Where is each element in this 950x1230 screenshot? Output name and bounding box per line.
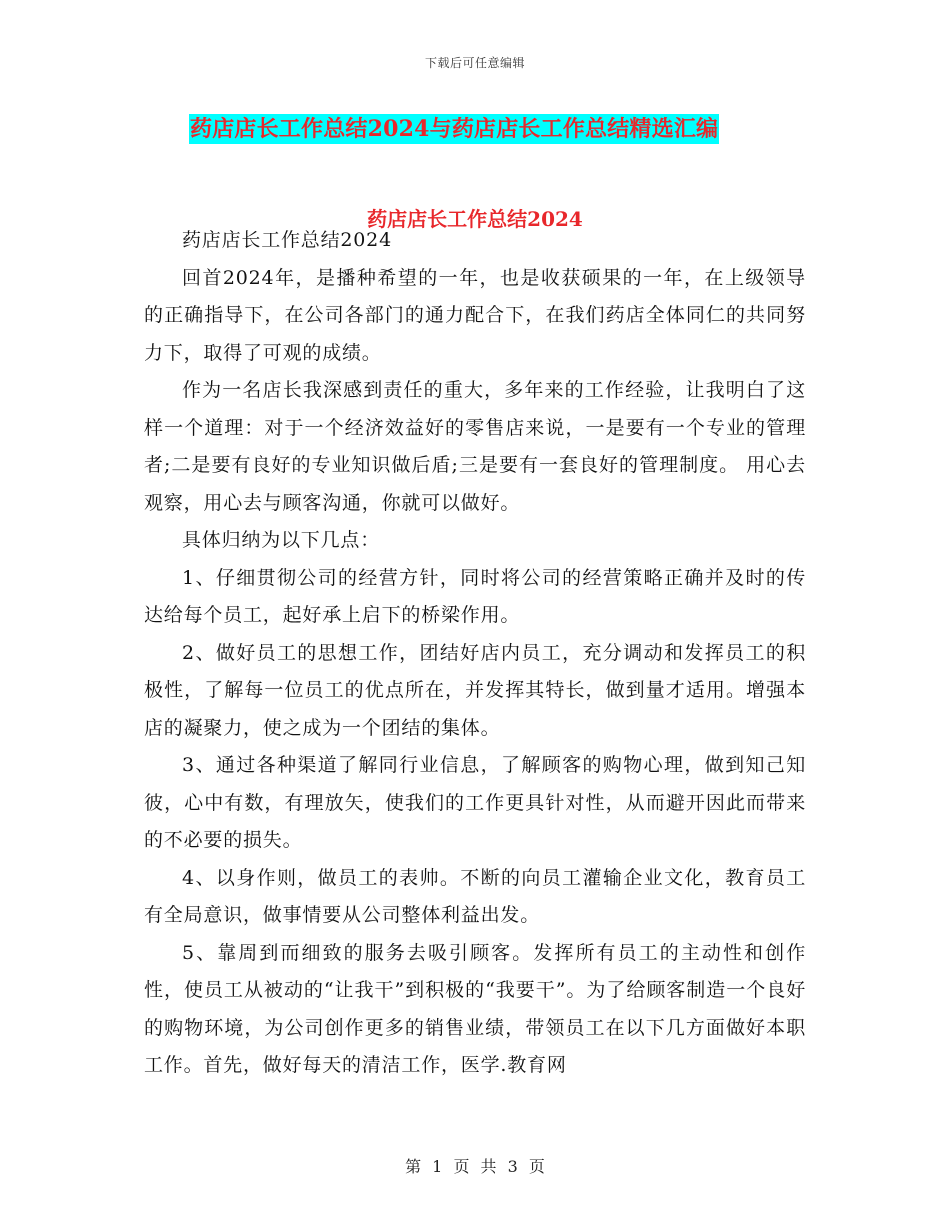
list-item-3: 3、通过各种渠道了解同行业信息，了解顾客的购物心理，做到知己知彼，心中有数，有理放矢，使我们的工作更具针对性，从而避开因此而带来的不必要的损失。 (144, 754, 806, 851)
list-item-5: 5、靠周到而细致的服务去吸引顾客。发挥所有员工的主动性和创作性，使员工从被动的“让我干”到积极的“我要干”。为了给顾客制造一个良好的购物环境，为公司创作更多的销售业绩，带领员工在以下几方面做好本职工作。首先，做好每天的清洁工作，医学.教育网 (144, 941, 806, 1076)
list-item-2: 2、做好员工的思想工作，团结好店内员工，充分调动和发挥员工的积极性，了解每一位员工的优点所在，并发挥其特长，做到量才适用。增强本店的凝聚力，使之成为一个团结的集体。 (144, 641, 806, 739)
paragraph: 回首2024年，是播种希望的一年，也是收获硕果的一年，在上级领导的正确指导下，在公司各部门的通力配合下，在我们药店全体同仁的共同努力下，取得了可观的成绩。 (144, 266, 806, 364)
page-footer: 第 1 页 共 3 页 (405, 1157, 545, 1176)
paragraph: 具体归纳为以下几点： (182, 529, 381, 551)
body-text (144, 222, 806, 1085)
header-note: 下载后可任意编辑 (424, 56, 525, 70)
list-item-1: 1、仔细贯彻公司的经营方针，同时将公司的经营策略正确并及时的传达给每个员工，起好承上启下的桥梁作用。 (144, 566, 806, 626)
main-title: 药店店长工作总结2024与药店店长工作总结精选汇编 (190, 116, 719, 142)
paragraph: 作为一名店长我深感到责任的重大，多年来的工作经验，让我明白了这样一个道理：对于一个经济效益好的零售店来说，一是要有一个专业的管理者;二是要有良好的专业知识做后盾;三是要有一套良好的管理制度。 用心去观察，用心去与顾客沟通，你就可以做好。 (144, 379, 806, 514)
paragraph-heading: 药店店长工作总结2024 (182, 229, 392, 251)
section-title: 药店店长工作总结2024 (367, 207, 583, 231)
list-item-4: 4、以身作则，做员工的表帅。不断的向员工灌输企业文化，教育员工有全局意识，做事情要从公司整体利益出发。 (144, 866, 806, 926)
